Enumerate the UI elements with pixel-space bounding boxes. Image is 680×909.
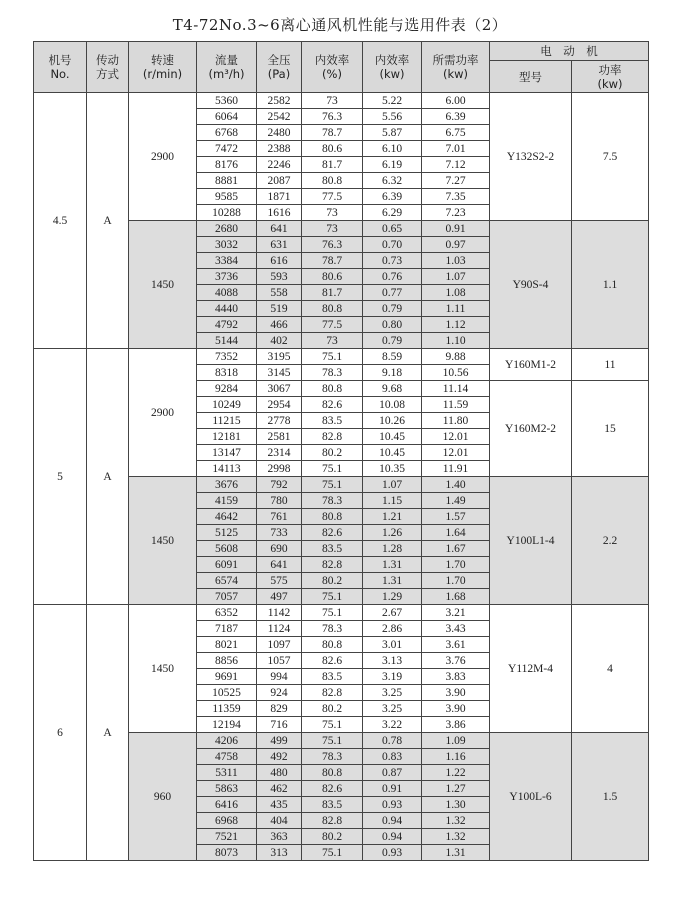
- required-power-cell: 10.56: [422, 365, 490, 381]
- speed-cell: 2900: [129, 93, 197, 221]
- flow-cell: 6064: [197, 109, 257, 125]
- flow-cell: 10525: [197, 685, 257, 701]
- flow-cell: 5125: [197, 525, 257, 541]
- required-power-cell: 7.12: [422, 157, 490, 173]
- speed-cell: 1450: [129, 221, 197, 349]
- internal-power-cell: 3.19: [363, 669, 422, 685]
- flow-cell: 11359: [197, 701, 257, 717]
- required-power-cell: 11.91: [422, 461, 490, 477]
- model-no-cell: 4.5: [34, 93, 87, 349]
- flow-cell: 14113: [197, 461, 257, 477]
- required-power-cell: 1.09: [422, 733, 490, 749]
- efficiency-cell: 82.8: [302, 813, 363, 829]
- flow-cell: 5608: [197, 541, 257, 557]
- flow-cell: 3736: [197, 269, 257, 285]
- pressure-cell: 2314: [257, 445, 302, 461]
- efficiency-cell: 80.2: [302, 701, 363, 717]
- internal-power-cell: 10.08: [363, 397, 422, 413]
- internal-power-cell: 1.31: [363, 573, 422, 589]
- efficiency-cell: 75.1: [302, 589, 363, 605]
- required-power-cell: 1.32: [422, 813, 490, 829]
- internal-power-cell: 0.94: [363, 813, 422, 829]
- efficiency-cell: 82.6: [302, 781, 363, 797]
- required-power-cell: 3.86: [422, 717, 490, 733]
- efficiency-cell: 80.8: [302, 173, 363, 189]
- efficiency-cell: 78.3: [302, 365, 363, 381]
- required-power-cell: 7.27: [422, 173, 490, 189]
- required-power-cell: 1.67: [422, 541, 490, 557]
- required-power-cell: 1.32: [422, 829, 490, 845]
- drive-cell: A: [87, 93, 129, 349]
- efficiency-cell: 73: [302, 93, 363, 109]
- flow-cell: 7472: [197, 141, 257, 157]
- flow-cell: 5311: [197, 765, 257, 781]
- motor-type-cell: Y160M2-2: [490, 381, 572, 477]
- internal-power-cell: 10.45: [363, 429, 422, 445]
- internal-power-cell: 5.87: [363, 125, 422, 141]
- efficiency-cell: 80.2: [302, 829, 363, 845]
- internal-power-cell: 2.67: [363, 605, 422, 621]
- required-power-cell: 1.22: [422, 765, 490, 781]
- speed-cell: 960: [129, 733, 197, 861]
- flow-cell: 4792: [197, 317, 257, 333]
- flow-cell: 8073: [197, 845, 257, 861]
- efficiency-cell: 82.8: [302, 685, 363, 701]
- flow-cell: 7352: [197, 349, 257, 365]
- motor-power-cell: 11: [572, 349, 649, 381]
- flow-cell: 6968: [197, 813, 257, 829]
- flow-cell: 11215: [197, 413, 257, 429]
- pressure-cell: 2480: [257, 125, 302, 141]
- efficiency-cell: 80.8: [302, 301, 363, 317]
- efficiency-cell: 76.3: [302, 109, 363, 125]
- fan-performance-table: [33, 41, 649, 861]
- pressure-cell: 616: [257, 253, 302, 269]
- required-power-cell: 1.70: [422, 573, 490, 589]
- pressure-cell: 575: [257, 573, 302, 589]
- table-row: [34, 605, 649, 621]
- pressure-cell: 497: [257, 589, 302, 605]
- flow-cell: 5863: [197, 781, 257, 797]
- pressure-cell: 404: [257, 813, 302, 829]
- required-power-cell: 7.23: [422, 205, 490, 221]
- efficiency-cell: 78.3: [302, 493, 363, 509]
- pressure-cell: 313: [257, 845, 302, 861]
- internal-power-cell: 3.01: [363, 637, 422, 653]
- efficiency-cell: 75.1: [302, 461, 363, 477]
- pressure-cell: 3195: [257, 349, 302, 365]
- efficiency-cell: 80.2: [302, 445, 363, 461]
- internal-power-cell: 1.07: [363, 477, 422, 493]
- required-power-cell: 3.90: [422, 685, 490, 701]
- required-power-cell: 1.31: [422, 845, 490, 861]
- efficiency-cell: 75.1: [302, 477, 363, 493]
- drive-cell: A: [87, 605, 129, 861]
- efficiency-cell: 75.1: [302, 605, 363, 621]
- required-power-cell: 11.80: [422, 413, 490, 429]
- required-power-cell: 12.01: [422, 445, 490, 461]
- pressure-cell: 2998: [257, 461, 302, 477]
- internal-power-cell: 0.65: [363, 221, 422, 237]
- required-power-cell: 7.35: [422, 189, 490, 205]
- flow-cell: 8856: [197, 653, 257, 669]
- efficiency-cell: 81.7: [302, 285, 363, 301]
- pressure-cell: 3067: [257, 381, 302, 397]
- pressure-cell: 2581: [257, 429, 302, 445]
- flow-cell: 8176: [197, 157, 257, 173]
- speed-cell: 1450: [129, 605, 197, 733]
- required-power-cell: 1.49: [422, 493, 490, 509]
- flow-cell: 5144: [197, 333, 257, 349]
- motor-type-cell: Y132S2-2: [490, 93, 572, 221]
- header-internal-power: 内效率 (kw): [363, 42, 422, 93]
- internal-power-cell: 10.35: [363, 461, 422, 477]
- internal-power-cell: 0.79: [363, 333, 422, 349]
- header-efficiency: 内效率 (%): [302, 42, 363, 93]
- efficiency-cell: 82.6: [302, 525, 363, 541]
- efficiency-cell: 83.5: [302, 413, 363, 429]
- flow-cell: 4440: [197, 301, 257, 317]
- pressure-cell: 1616: [257, 205, 302, 221]
- pressure-cell: 1124: [257, 621, 302, 637]
- efficiency-cell: 78.3: [302, 749, 363, 765]
- internal-power-cell: 5.22: [363, 93, 422, 109]
- internal-power-cell: 0.83: [363, 749, 422, 765]
- efficiency-cell: 73: [302, 205, 363, 221]
- internal-power-cell: 2.86: [363, 621, 422, 637]
- flow-cell: 9284: [197, 381, 257, 397]
- efficiency-cell: 82.8: [302, 429, 363, 445]
- required-power-cell: 1.11: [422, 301, 490, 317]
- efficiency-cell: 78.7: [302, 253, 363, 269]
- required-power-cell: 1.07: [422, 269, 490, 285]
- internal-power-cell: 3.13: [363, 653, 422, 669]
- required-power-cell: 1.12: [422, 317, 490, 333]
- flow-cell: 12181: [197, 429, 257, 445]
- efficiency-cell: 80.6: [302, 141, 363, 157]
- required-power-cell: 1.10: [422, 333, 490, 349]
- flow-cell: 10288: [197, 205, 257, 221]
- required-power-cell: 11.59: [422, 397, 490, 413]
- pressure-cell: 631: [257, 237, 302, 253]
- internal-power-cell: 0.93: [363, 797, 422, 813]
- efficiency-cell: 73: [302, 221, 363, 237]
- required-power-cell: 1.03: [422, 253, 490, 269]
- internal-power-cell: 9.18: [363, 365, 422, 381]
- pressure-cell: 829: [257, 701, 302, 717]
- required-power-cell: 3.83: [422, 669, 490, 685]
- efficiency-cell: 75.1: [302, 349, 363, 365]
- header-model-no: 机号 No.: [34, 42, 87, 93]
- required-power-cell: 1.64: [422, 525, 490, 541]
- pressure-cell: 1142: [257, 605, 302, 621]
- pressure-cell: 733: [257, 525, 302, 541]
- flow-cell: 4088: [197, 285, 257, 301]
- internal-power-cell: 5.56: [363, 109, 422, 125]
- motor-power-cell: 7.5: [572, 93, 649, 221]
- motor-power-cell: 2.2: [572, 477, 649, 605]
- internal-power-cell: 3.22: [363, 717, 422, 733]
- flow-cell: 8318: [197, 365, 257, 381]
- flow-cell: 10249: [197, 397, 257, 413]
- efficiency-cell: 80.6: [302, 269, 363, 285]
- speed-cell: 2900: [129, 349, 197, 477]
- required-power-cell: 1.40: [422, 477, 490, 493]
- motor-power-cell: 1.5: [572, 733, 649, 861]
- efficiency-cell: 80.8: [302, 509, 363, 525]
- pressure-cell: 480: [257, 765, 302, 781]
- efficiency-cell: 80.8: [302, 637, 363, 653]
- pressure-cell: 558: [257, 285, 302, 301]
- required-power-cell: 1.30: [422, 797, 490, 813]
- header-motor: 电 动 机: [490, 42, 649, 61]
- flow-cell: 3384: [197, 253, 257, 269]
- internal-power-cell: 10.26: [363, 413, 422, 429]
- internal-power-cell: 1.28: [363, 541, 422, 557]
- pressure-cell: 492: [257, 749, 302, 765]
- efficiency-cell: 77.5: [302, 189, 363, 205]
- table-row: [34, 349, 649, 365]
- internal-power-cell: 8.59: [363, 349, 422, 365]
- required-power-cell: 1.70: [422, 557, 490, 573]
- efficiency-cell: 82.8: [302, 557, 363, 573]
- internal-power-cell: 0.93: [363, 845, 422, 861]
- efficiency-cell: 82.6: [302, 397, 363, 413]
- internal-power-cell: 0.78: [363, 733, 422, 749]
- header-speed: 转速 (r/min): [129, 42, 197, 93]
- flow-cell: 6416: [197, 797, 257, 813]
- pressure-cell: 466: [257, 317, 302, 333]
- flow-cell: 4159: [197, 493, 257, 509]
- efficiency-cell: 73: [302, 333, 363, 349]
- pressure-cell: 1871: [257, 189, 302, 205]
- header-drive: 传动 方式: [87, 42, 129, 93]
- pressure-cell: 593: [257, 269, 302, 285]
- pressure-cell: 1057: [257, 653, 302, 669]
- pressure-cell: 363: [257, 829, 302, 845]
- efficiency-cell: 81.7: [302, 157, 363, 173]
- efficiency-cell: 83.5: [302, 541, 363, 557]
- pressure-cell: 519: [257, 301, 302, 317]
- efficiency-cell: 80.8: [302, 765, 363, 781]
- efficiency-cell: 75.1: [302, 733, 363, 749]
- pressure-cell: 1097: [257, 637, 302, 653]
- flow-cell: 5360: [197, 93, 257, 109]
- required-power-cell: 12.01: [422, 429, 490, 445]
- pressure-cell: 2542: [257, 109, 302, 125]
- header-required-power: 所需功率 (kw): [422, 42, 490, 93]
- internal-power-cell: 1.15: [363, 493, 422, 509]
- pressure-cell: 435: [257, 797, 302, 813]
- pressure-cell: 2246: [257, 157, 302, 173]
- pressure-cell: 641: [257, 557, 302, 573]
- motor-power-cell: 15: [572, 381, 649, 477]
- efficiency-cell: 82.6: [302, 653, 363, 669]
- internal-power-cell: 1.26: [363, 525, 422, 541]
- pressure-cell: 716: [257, 717, 302, 733]
- flow-cell: 6091: [197, 557, 257, 573]
- motor-type-cell: Y100L1-4: [490, 477, 572, 605]
- internal-power-cell: 0.79: [363, 301, 422, 317]
- flow-cell: 13147: [197, 445, 257, 461]
- required-power-cell: 9.88: [422, 349, 490, 365]
- internal-power-cell: 9.68: [363, 381, 422, 397]
- pressure-cell: 994: [257, 669, 302, 685]
- internal-power-cell: 6.10: [363, 141, 422, 157]
- required-power-cell: 3.21: [422, 605, 490, 621]
- pressure-cell: 761: [257, 509, 302, 525]
- pressure-cell: 2388: [257, 141, 302, 157]
- internal-power-cell: 1.29: [363, 589, 422, 605]
- flow-cell: 8021: [197, 637, 257, 653]
- table-body: [34, 93, 649, 861]
- model-no-cell: 5: [34, 349, 87, 605]
- internal-power-cell: 3.25: [363, 685, 422, 701]
- required-power-cell: 6.75: [422, 125, 490, 141]
- flow-cell: 6768: [197, 125, 257, 141]
- motor-type-cell: Y90S-4: [490, 221, 572, 349]
- internal-power-cell: 0.87: [363, 765, 422, 781]
- efficiency-cell: 75.1: [302, 845, 363, 861]
- flow-cell: 7187: [197, 621, 257, 637]
- pressure-cell: 2954: [257, 397, 302, 413]
- flow-cell: 4206: [197, 733, 257, 749]
- pressure-cell: 402: [257, 333, 302, 349]
- internal-power-cell: 10.45: [363, 445, 422, 461]
- flow-cell: 12194: [197, 717, 257, 733]
- efficiency-cell: 83.5: [302, 797, 363, 813]
- internal-power-cell: 6.39: [363, 189, 422, 205]
- efficiency-cell: 75.1: [302, 717, 363, 733]
- flow-cell: 3676: [197, 477, 257, 493]
- required-power-cell: 3.43: [422, 621, 490, 637]
- required-power-cell: 1.27: [422, 781, 490, 797]
- pressure-cell: 2087: [257, 173, 302, 189]
- efficiency-cell: 76.3: [302, 237, 363, 253]
- required-power-cell: 11.14: [422, 381, 490, 397]
- required-power-cell: 6.00: [422, 93, 490, 109]
- speed-cell: 1450: [129, 477, 197, 605]
- page-title: T4-72No.3~6离心通风机性能与选用件表（2）: [172, 16, 508, 34]
- header-motor-power: 功率 (kw): [572, 61, 649, 93]
- pressure-cell: 641: [257, 221, 302, 237]
- internal-power-cell: 3.25: [363, 701, 422, 717]
- efficiency-cell: 78.7: [302, 125, 363, 141]
- pressure-cell: 2582: [257, 93, 302, 109]
- header-motor-type: 型号: [490, 61, 572, 93]
- efficiency-cell: 80.8: [302, 381, 363, 397]
- efficiency-cell: 83.5: [302, 669, 363, 685]
- required-power-cell: 1.57: [422, 509, 490, 525]
- flow-cell: 4642: [197, 509, 257, 525]
- pressure-cell: 462: [257, 781, 302, 797]
- pressure-cell: 792: [257, 477, 302, 493]
- internal-power-cell: 0.76: [363, 269, 422, 285]
- flow-cell: 6574: [197, 573, 257, 589]
- required-power-cell: 3.61: [422, 637, 490, 653]
- required-power-cell: 3.90: [422, 701, 490, 717]
- internal-power-cell: 1.31: [363, 557, 422, 573]
- flow-cell: 9691: [197, 669, 257, 685]
- motor-type-cell: Y100L-6: [490, 733, 572, 861]
- efficiency-cell: 77.5: [302, 317, 363, 333]
- model-no-cell: 6: [34, 605, 87, 861]
- efficiency-cell: 78.3: [302, 621, 363, 637]
- internal-power-cell: 0.91: [363, 781, 422, 797]
- motor-type-cell: Y112M-4: [490, 605, 572, 733]
- internal-power-cell: 6.32: [363, 173, 422, 189]
- header-flow: 流量 (m³/h): [197, 42, 257, 93]
- flow-cell: 6352: [197, 605, 257, 621]
- flow-cell: 3032: [197, 237, 257, 253]
- internal-power-cell: 0.77: [363, 285, 422, 301]
- pressure-cell: 2778: [257, 413, 302, 429]
- efficiency-cell: 80.2: [302, 573, 363, 589]
- pressure-cell: 690: [257, 541, 302, 557]
- pressure-cell: 780: [257, 493, 302, 509]
- required-power-cell: 6.39: [422, 109, 490, 125]
- internal-power-cell: 6.19: [363, 157, 422, 173]
- flow-cell: 8881: [197, 173, 257, 189]
- flow-cell: 9585: [197, 189, 257, 205]
- internal-power-cell: 0.70: [363, 237, 422, 253]
- motor-power-cell: 1.1: [572, 221, 649, 349]
- pressure-cell: 924: [257, 685, 302, 701]
- required-power-cell: 1.68: [422, 589, 490, 605]
- internal-power-cell: 0.80: [363, 317, 422, 333]
- internal-power-cell: 0.94: [363, 829, 422, 845]
- required-power-cell: 0.97: [422, 237, 490, 253]
- internal-power-cell: 1.21: [363, 509, 422, 525]
- internal-power-cell: 0.73: [363, 253, 422, 269]
- required-power-cell: 7.01: [422, 141, 490, 157]
- flow-cell: 7057: [197, 589, 257, 605]
- table-row: [34, 93, 649, 109]
- motor-power-cell: 4: [572, 605, 649, 733]
- flow-cell: 2680: [197, 221, 257, 237]
- pressure-cell: 499: [257, 733, 302, 749]
- flow-cell: 4758: [197, 749, 257, 765]
- required-power-cell: 1.08: [422, 285, 490, 301]
- required-power-cell: 1.16: [422, 749, 490, 765]
- required-power-cell: 3.76: [422, 653, 490, 669]
- required-power-cell: 0.91: [422, 221, 490, 237]
- flow-cell: 7521: [197, 829, 257, 845]
- internal-power-cell: 6.29: [363, 205, 422, 221]
- pressure-cell: 3145: [257, 365, 302, 381]
- header-pressure: 全压 (Pa): [257, 42, 302, 93]
- motor-type-cell: Y160M1-2: [490, 349, 572, 381]
- drive-cell: A: [87, 349, 129, 605]
